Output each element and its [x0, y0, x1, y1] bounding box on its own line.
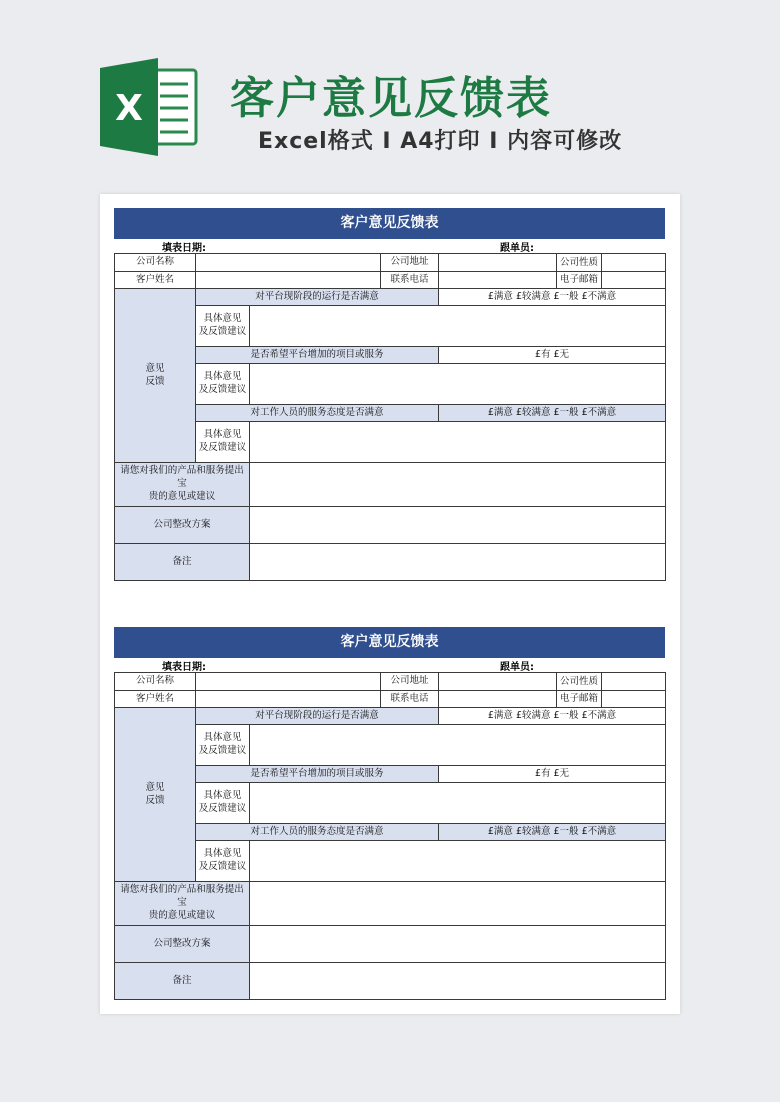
question-satisfaction: 对平台现阶段的运行是否满意 — [196, 289, 439, 306]
company-nature-cell — [557, 254, 666, 272]
company-name-label: 公司名称 — [115, 254, 196, 272]
remark-field[interactable] — [250, 963, 666, 1000]
page-title: 客户意见反馈表 — [230, 73, 552, 124]
new-services-options[interactable]: £有 £无 — [439, 766, 666, 783]
detail-label: 具体意见 及反馈建议 — [196, 783, 250, 824]
excel-logo-icon — [100, 58, 200, 156]
customer-name-label: 客户姓名 — [115, 272, 196, 289]
suggestion-label: 请您对我们的产品和服务提出宝 贵的意见或建议 — [115, 463, 250, 507]
email-label: 电子邮箱 — [557, 691, 602, 707]
satisfaction-options[interactable]: £满意 £较满意 £一般 £不满意 — [439, 289, 666, 306]
feedback-form-2 — [114, 627, 665, 1000]
suggestion-field[interactable] — [250, 882, 666, 926]
company-nature-field[interactable] — [602, 673, 665, 690]
detail-label: 具体意见 及反馈建议 — [196, 364, 250, 405]
company-name-field[interactable] — [196, 254, 381, 272]
company-name-label: 公司名称 — [115, 673, 196, 691]
suggestion-field[interactable] — [250, 463, 666, 507]
form-meta-row — [114, 658, 665, 672]
contact-phone-field[interactable] — [439, 272, 557, 289]
email-label: 电子邮箱 — [557, 272, 602, 288]
question-satisfaction: 对平台现阶段的运行是否满意 — [196, 708, 439, 725]
new-services-options[interactable]: £有 £无 — [439, 347, 666, 364]
detail-field[interactable] — [250, 783, 666, 824]
question-staff-attitude: 对工作人员的服务态度是否满意 — [196, 405, 439, 422]
company-address-label: 公司地址 — [381, 673, 439, 691]
feedback-table — [114, 672, 666, 1000]
detail-field[interactable] — [250, 364, 666, 405]
document-page — [100, 194, 680, 1014]
company-address-label: 公司地址 — [381, 254, 439, 272]
question-staff-attitude: 对工作人员的服务态度是否满意 — [196, 824, 439, 841]
company-nature-label: 公司性质 — [557, 254, 602, 271]
detail-label: 具体意见 及反馈建议 — [196, 725, 250, 766]
company-nature-label: 公司性质 — [557, 673, 602, 690]
fill-date-label: 填表日期: — [162, 243, 206, 254]
rectification-plan-field[interactable] — [250, 926, 666, 963]
question-new-services: 是否希望平台增加的项目或服务 — [196, 347, 439, 364]
company-address-field[interactable] — [439, 254, 557, 272]
detail-field[interactable] — [250, 306, 666, 347]
remark-field[interactable] — [250, 544, 666, 581]
company-nature-cell — [557, 673, 666, 691]
suggestion-label: 请您对我们的产品和服务提出宝 贵的意见或建议 — [115, 882, 250, 926]
remark-label: 备注 — [115, 963, 250, 1000]
rectification-plan-label: 公司整改方案 — [115, 926, 250, 963]
contact-phone-label: 联系电话 — [381, 272, 439, 289]
email-cell — [557, 691, 666, 708]
form-title: 客户意见反馈表 — [114, 627, 665, 658]
follower-label: 跟单员: — [500, 243, 534, 254]
customer-name-field[interactable] — [196, 691, 381, 708]
feedback-table — [114, 253, 666, 581]
email-field[interactable] — [602, 272, 665, 288]
email-field[interactable] — [602, 691, 665, 707]
contact-phone-label: 联系电话 — [381, 691, 439, 708]
question-new-services: 是否希望平台增加的项目或服务 — [196, 766, 439, 783]
detail-label: 具体意见 及反馈建议 — [196, 422, 250, 463]
company-name-field[interactable] — [196, 673, 381, 691]
detail-field[interactable] — [250, 841, 666, 882]
detail-field[interactable] — [250, 725, 666, 766]
detail-label: 具体意见 及反馈建议 — [196, 306, 250, 347]
customer-name-label: 客户姓名 — [115, 691, 196, 708]
company-nature-field[interactable] — [602, 254, 665, 271]
remark-label: 备注 — [115, 544, 250, 581]
feedback-form-1 — [114, 208, 665, 581]
contact-phone-field[interactable] — [439, 691, 557, 708]
follower-label: 跟单员: — [500, 662, 534, 673]
rectification-plan-field[interactable] — [250, 507, 666, 544]
feedback-section-label: 意见 反馈 — [115, 708, 196, 882]
form-title: 客户意见反馈表 — [114, 208, 665, 239]
fill-date-label: 填表日期: — [162, 662, 206, 673]
page-subtitle: Excel格式 I A4打印 I 内容可修改 — [258, 129, 623, 154]
rectification-plan-label: 公司整改方案 — [115, 507, 250, 544]
feedback-section-label: 意见 反馈 — [115, 289, 196, 463]
detail-field[interactable] — [250, 422, 666, 463]
company-address-field[interactable] — [439, 673, 557, 691]
customer-name-field[interactable] — [196, 272, 381, 289]
satisfaction-options[interactable]: £满意 £较满意 £一般 £不满意 — [439, 708, 666, 725]
staff-attitude-options[interactable]: £满意 £较满意 £一般 £不满意 — [439, 824, 666, 841]
page-header — [0, 0, 780, 190]
logo-letter: X — [115, 88, 143, 129]
form-meta-row — [114, 239, 665, 253]
detail-label: 具体意见 及反馈建议 — [196, 841, 250, 882]
email-cell — [557, 272, 666, 289]
staff-attitude-options[interactable]: £满意 £较满意 £一般 £不满意 — [439, 405, 666, 422]
